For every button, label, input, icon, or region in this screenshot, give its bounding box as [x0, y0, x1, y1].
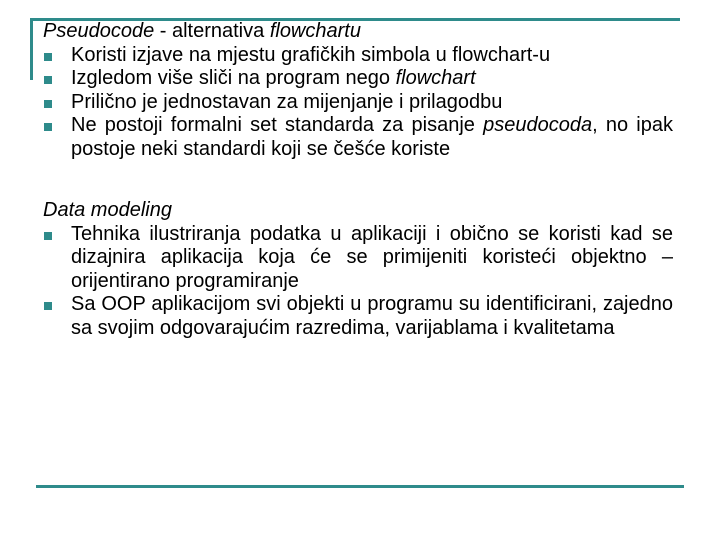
list-item-italic: pseudocoda	[483, 114, 593, 136]
frame-bottom-border	[36, 485, 684, 488]
slide-content	[43, 20, 673, 340]
list-item	[43, 44, 673, 68]
heading-italic-part-2: flowchartu	[269, 20, 361, 42]
square-bullet-icon	[44, 76, 52, 84]
square-bullet-icon	[44, 123, 52, 131]
list-item-text: Koristi izjave na mjestu grafičkih simbola u flowchart-u	[71, 43, 551, 66]
list-item-text: Prilično je jednostavan za mijenjanje i prilagodbu	[71, 90, 503, 113]
frame-left-border	[30, 18, 33, 80]
list-item	[43, 67, 673, 91]
section-heading-pseudocode	[43, 20, 673, 44]
list-item-text-end: , no ipak postoje neki standardi koji se češće koriste	[71, 114, 674, 160]
list-item	[43, 114, 673, 161]
square-bullet-icon	[44, 100, 52, 108]
section-heading-data-modeling	[43, 199, 673, 223]
square-bullet-icon	[44, 232, 52, 240]
list-item	[43, 91, 673, 115]
list-item	[43, 223, 673, 294]
square-bullet-icon	[44, 53, 52, 61]
heading-text-part: - alternativa	[154, 20, 270, 42]
list-item-italic: flowchart	[395, 67, 476, 89]
list-item	[43, 293, 673, 340]
list-item-text: Izgledom više sliči na program nego	[71, 67, 396, 89]
list-item-text: Sa OOP aplikacijom svi objekti u programu su identificirani, zajedno sa svojim odgovarajućim razredima, varijablama i kvalitetama	[71, 293, 673, 339]
heading-italic-part: Pseudocode	[43, 20, 155, 42]
pseudocode-bullet-list	[43, 44, 673, 162]
list-item-text: Tehnika ilustriranja podatka u aplikaciji i obično se koristi kad se dizajnira aplikacija koja će se primijeniti koristeći objektno – orijentirano programiranje	[71, 222, 673, 292]
heading-italic-part: Data modeling	[43, 199, 172, 221]
section-spacer	[43, 161, 673, 199]
square-bullet-icon	[44, 302, 52, 310]
data-modeling-bullet-list	[43, 223, 673, 341]
list-item-text: Ne postoji formalni set standarda za pisanje	[71, 114, 484, 136]
